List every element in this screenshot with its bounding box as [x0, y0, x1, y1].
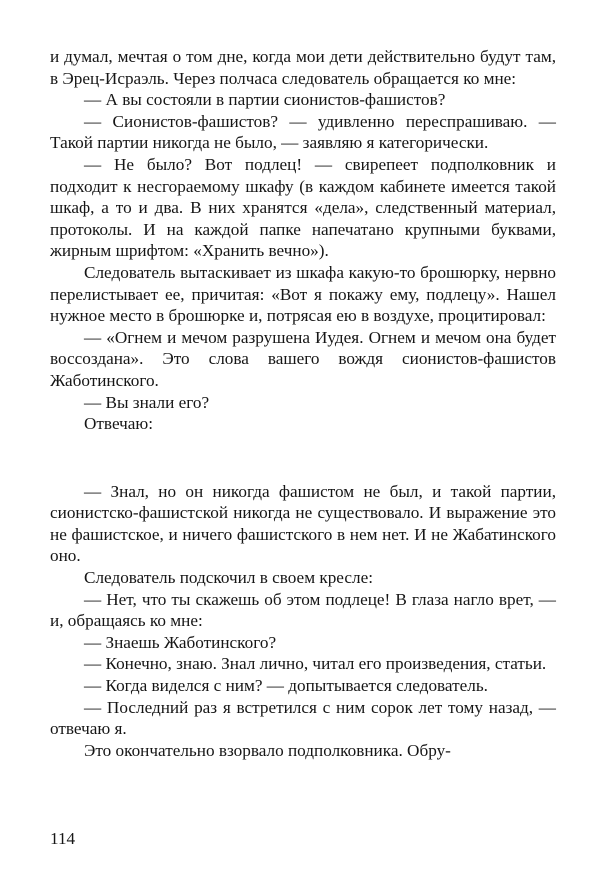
paragraph: Следователь вытаскивает из шкафа какую-то брошюрку, нервно перелистывает ее, причитая: «Вот я покажу ему, подлецу». Нашел нужное место в брошюрке и, потрясая ею в воздухе, процитировал: — [50, 262, 556, 326]
paragraph: — Сионистов-фашистов? — удивленно переспрашиваю. — Такой партии никогда не было, — заявляю я категорически. — [50, 111, 556, 153]
paragraph: Это окончательно взорвало подполковника. Обру- — [84, 740, 451, 760]
paragraph: — «Огнем и мечом разрушена Иудея. Огнем и мечом она будет воссоздана». Это слова вашего вождя сионистов-фашистов Жаботинского. — [50, 327, 556, 390]
paragraph: — Вы знали его? — [84, 392, 210, 412]
paragraph: Отвечаю: — [84, 414, 154, 434]
paragraph: — Не было? Вот подлец! — свирепеет подполковник и подходит к несгораемому шкафу (в каждом кабинете имеется такой шкаф, а то и два. В них хранятся «дела», следственный материал, протоколы. И на каждой папке напечатано крупными буквами, жирным шрифтом: «Хранить вечно»). — [50, 154, 556, 261]
paragraph: и думал, мечтая о том дне, когда мои дети действительно будут там, в Эрец-Исраэль. Через полчаса следователь обращается ко мне: — [50, 47, 556, 88]
paragraph: — Знал, но он никогда фашистом не был, и такой партии, сионистско-фашистской никогда не существовало. И выражение это не фашистское, и ничего фашистского в нем нет. И не Жабатинского оно. — [50, 481, 556, 566]
section-gap — [50, 435, 556, 481]
page-number: 114 — [50, 829, 76, 848]
paragraph: — Конечно, знаю. Знал лично, читал его произведения, статьи. — [84, 654, 547, 674]
paragraph: — Нет, что ты скажешь об этом подлеце! В глаза нагло врет, — и, обращаясь ко мне: — [50, 589, 556, 631]
paragraph: — Когда виделся с ним? — допытывается следователь. — [84, 676, 488, 696]
paragraph: — Последний раз я встретился с ним сорок лет тому назад, — отвечаю я. — [50, 697, 556, 739]
paragraph: Следователь подскочил в своем кресле: — [84, 568, 373, 588]
paragraph: — А вы состояли в партии сионистов-фашистов? — [84, 90, 446, 110]
body-text — [50, 46, 556, 761]
paragraph: — Знаешь Жаботинского? — [84, 632, 277, 652]
